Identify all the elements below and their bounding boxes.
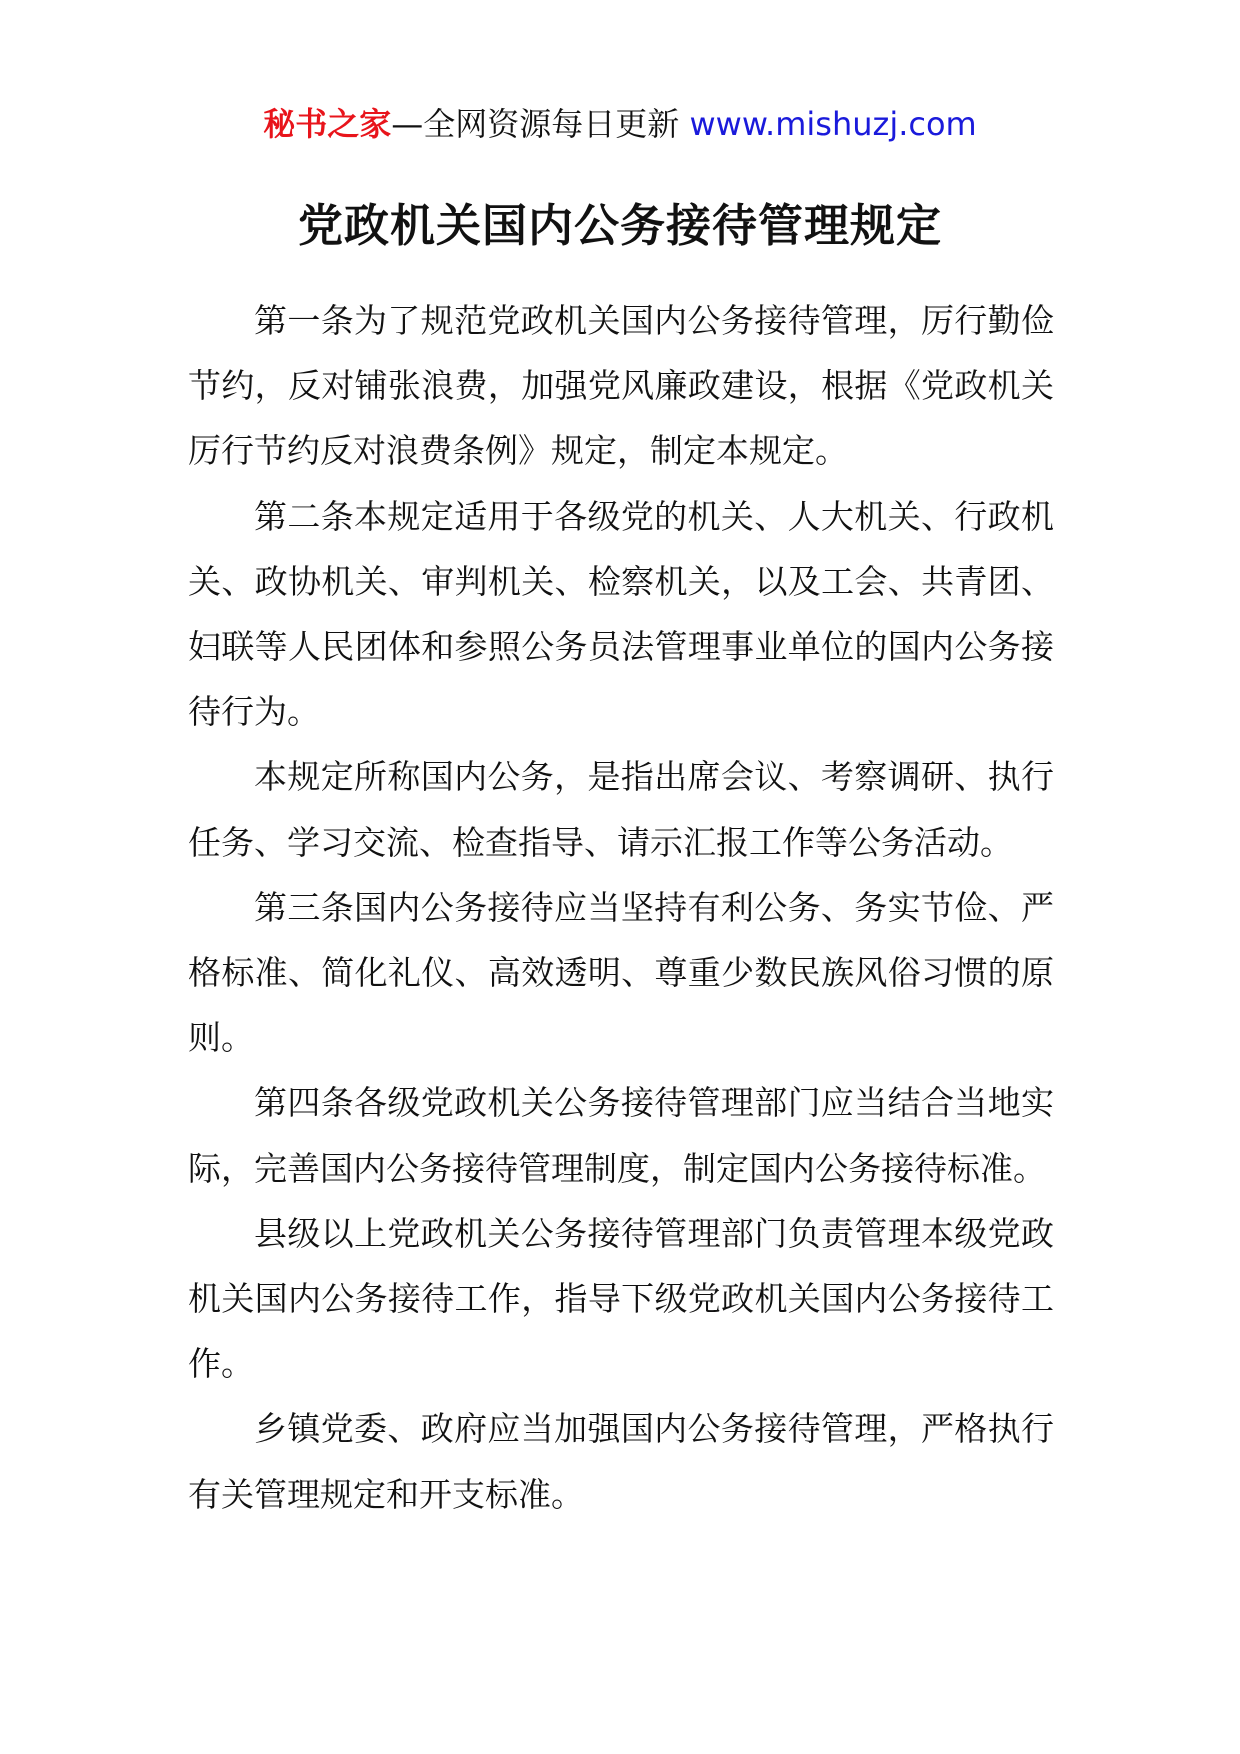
document-title: 党政机关国内公务接待管理规定 — [297, 199, 942, 252]
document-body — [188, 288, 1054, 1527]
paragraph: 本规定所称国内公务，是指出席会议、考察调研、执行任务、学习交流、检查指导、请示汇报工作等公务活动。 — [188, 757, 1054, 862]
paragraph: 第四条各级党政机关公务接待管理部门应当结合当地实际，完善国内公务接待管理制度，制定国内公务接待标准。 — [188, 1083, 1054, 1188]
paragraph: 县级以上党政机关公务接待管理部门负责管理本级党政机关国内公务接待工作，指导下级党政机关国内公务接待工作。 — [188, 1213, 1054, 1384]
site-banner — [0, 100, 1240, 148]
site-url: www.mishuzj.com — [689, 105, 977, 143]
paragraph: 乡镇党委、政府应当加强国内公务接待管理，严格执行有关管理规定和开支标准。 — [188, 1409, 1054, 1514]
site-tagline: —全网资源每日更新 — [391, 105, 680, 143]
paragraph: 第二条本规定适用于各级党的机关、人大机关、行政机关、政协机关、审判机关、检察机关，以及工会、共青团、妇联等人民团体和参照公务员法管理事业单位的国内公务接待行为。 — [188, 496, 1054, 732]
paragraph: 第三条国内公务接待应当坚持有利公务、务实节俭、严格标准、简化礼仪、高效透明、尊重少数民族风俗习惯的原则。 — [188, 887, 1054, 1058]
paragraph: 第一条为了规范党政机关国内公务接待管理，厉行勤俭节约，反对铺张浪费，加强党风廉政建设，根据《党政机关厉行节约反对浪费条例》规定，制定本规定。 — [188, 301, 1054, 471]
site-brand: 秘书之家 — [263, 105, 392, 143]
